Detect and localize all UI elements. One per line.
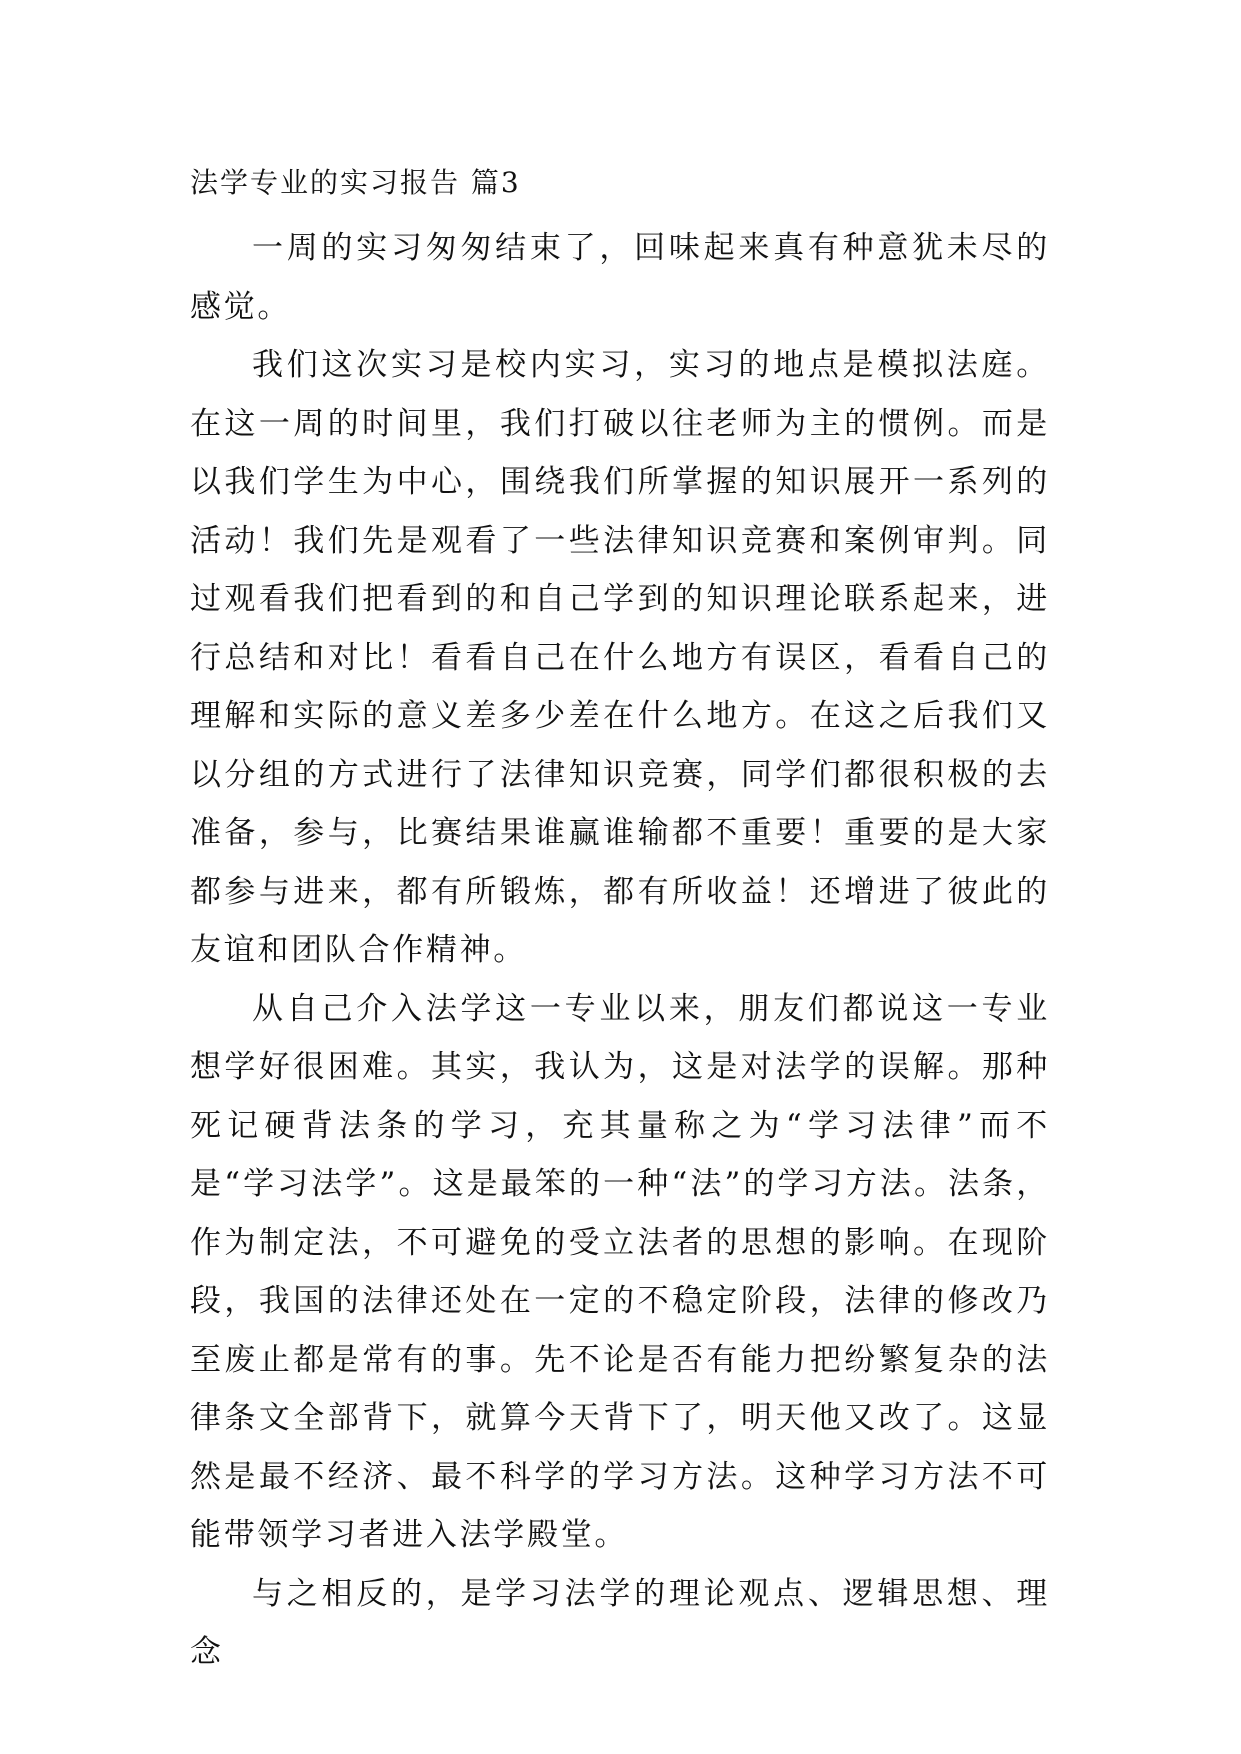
paragraph: 与之相反的，是学习法学的理论观点、逻辑思想、理念: [190, 1575, 1050, 1670]
document-body: [190, 219, 1050, 1682]
paragraph: 从自己介入法学这一专业以来，朋友们都说这一专业想学好很困难。其实，我认为，这是对法学的误解。那种死记硬背法条的学习，充其量称之为“学习法律”而不是“学习法学”。这是最笨的一种“法”的学习方法。法条，作为制定法，不可避免的受立法者的思想的影响。在现阶段，我国的法律还处在一定的不稳定阶段，法律的修改乃至废止都是常有的事。先不论是否有能力把纷繁复杂的法律条文全部背下，就算今天背下了，明天他又改了。这显然是最不经济、最不科学的学习方法。这种学习方法不可能带领学习者进入法学殿堂。: [190, 990, 1050, 1553]
paragraph: 我们这次实习是校内实习，实习的地点是模拟法庭。在这一周的时间里，我们打破以往老师为主的惯例。而是以我们学生为中心，围绕我们所掌握的知识展开一系列的活动！我们先是观看了一些法律知识竞赛和案例审判。同过观看我们把看到的和自己学到的知识理论联系起来，进行总结和对比！看看自己在什么地方有误区，看看自己的理解和实际的意义差多少差在什么地方。在这之后我们又以分组的方式进行了法律知识竞赛，同学们都很积极的去准备，参与，比赛结果谁赢谁输都不重要！重要的是大家都参与进来，都有所锻炼，都有所收益！还增进了彼此的友谊和团队合作精神。: [190, 347, 1050, 968]
paragraph: 一周的实习匆匆结束了，回味起来真有种意犹未尽的感觉。: [190, 230, 1050, 325]
document-title: 法学专业的实习报告 篇3: [190, 166, 521, 199]
